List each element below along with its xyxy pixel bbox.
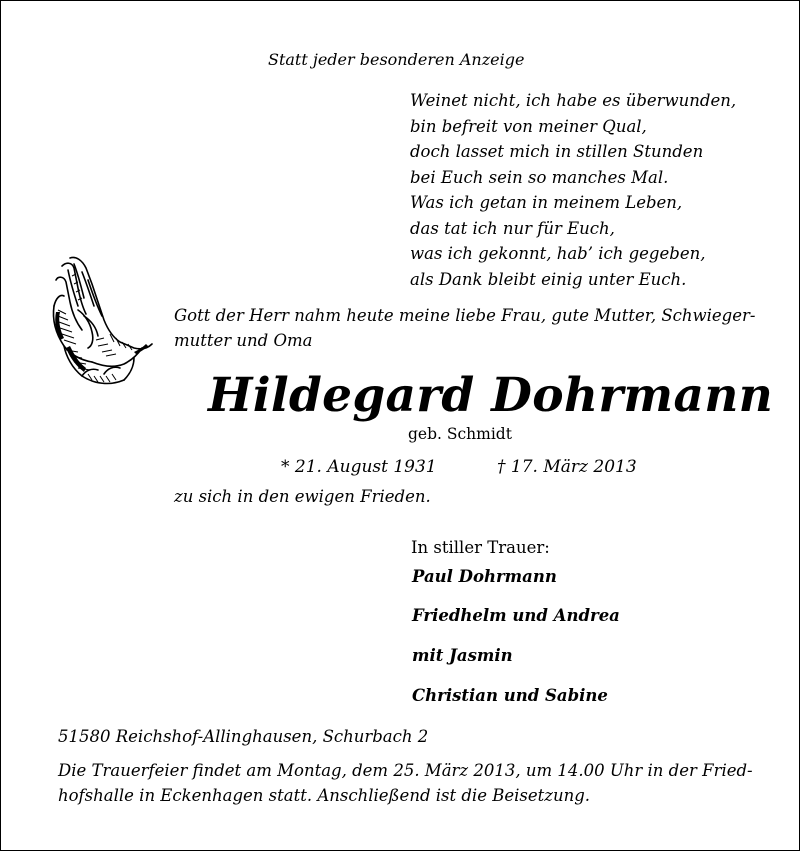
mourner-name: mit Jasmin — [412, 646, 513, 665]
birth-date: * 21. August 1931 — [281, 457, 437, 477]
poem-line: Was ich getan in meinem Leben, — [410, 193, 683, 212]
praying-hands-icon — [48, 250, 156, 390]
poem-line: bin befreit von meiner Qual, — [410, 116, 647, 136]
death-date: † 17. März 2013 — [497, 457, 637, 477]
header-line: Statt jeder besonderen Anzeige — [268, 50, 525, 69]
poem — [410, 88, 736, 292]
peace-line: zu sich in den ewigen Frieden. — [174, 487, 431, 506]
deceased-name: Hildegard Dohrmann — [208, 368, 774, 423]
birth-name: geb. Schmidt — [408, 425, 512, 443]
poem-line: als Dank bleibt einig unter Euch. — [410, 269, 687, 289]
mourning-label: In stiller Trauer: — [411, 538, 550, 557]
ceremony-line: Die Trauerfeier findet am Montag, dem 25. März 2013, um 14.00 Uhr in der Fried- — [58, 761, 753, 780]
poem-line: Weinet nicht, ich habe es überwunden, — [410, 91, 737, 110]
poem-line: was ich gekonnt, hab’ ich gegeben, — [410, 244, 706, 263]
ceremony-text — [58, 758, 753, 808]
ceremony-line: hofshalle in Eckenhagen statt. Anschließend ist die Beisetzung. — [58, 786, 591, 805]
mourner-name: Christian und Sabine — [412, 686, 608, 705]
poem-line: doch lasset mich in stillen Stunden — [410, 142, 704, 161]
poem-line: das tat ich nur für Euch, — [410, 218, 615, 238]
intro-text — [174, 303, 755, 353]
intro-line: mutter und Oma — [174, 331, 313, 350]
poem-line: bei Euch sein so manches Mal. — [410, 167, 669, 187]
mourner-name: Friedhelm und Andrea — [412, 606, 620, 625]
address-line: 51580 Reichshof-Allinghausen, Schurbach 2 — [58, 727, 429, 746]
intro-line: Gott der Herr nahm heute meine liebe Frau, gute Mutter, Schwieger- — [174, 306, 756, 325]
mourner-name: Paul Dohrmann — [412, 567, 557, 586]
